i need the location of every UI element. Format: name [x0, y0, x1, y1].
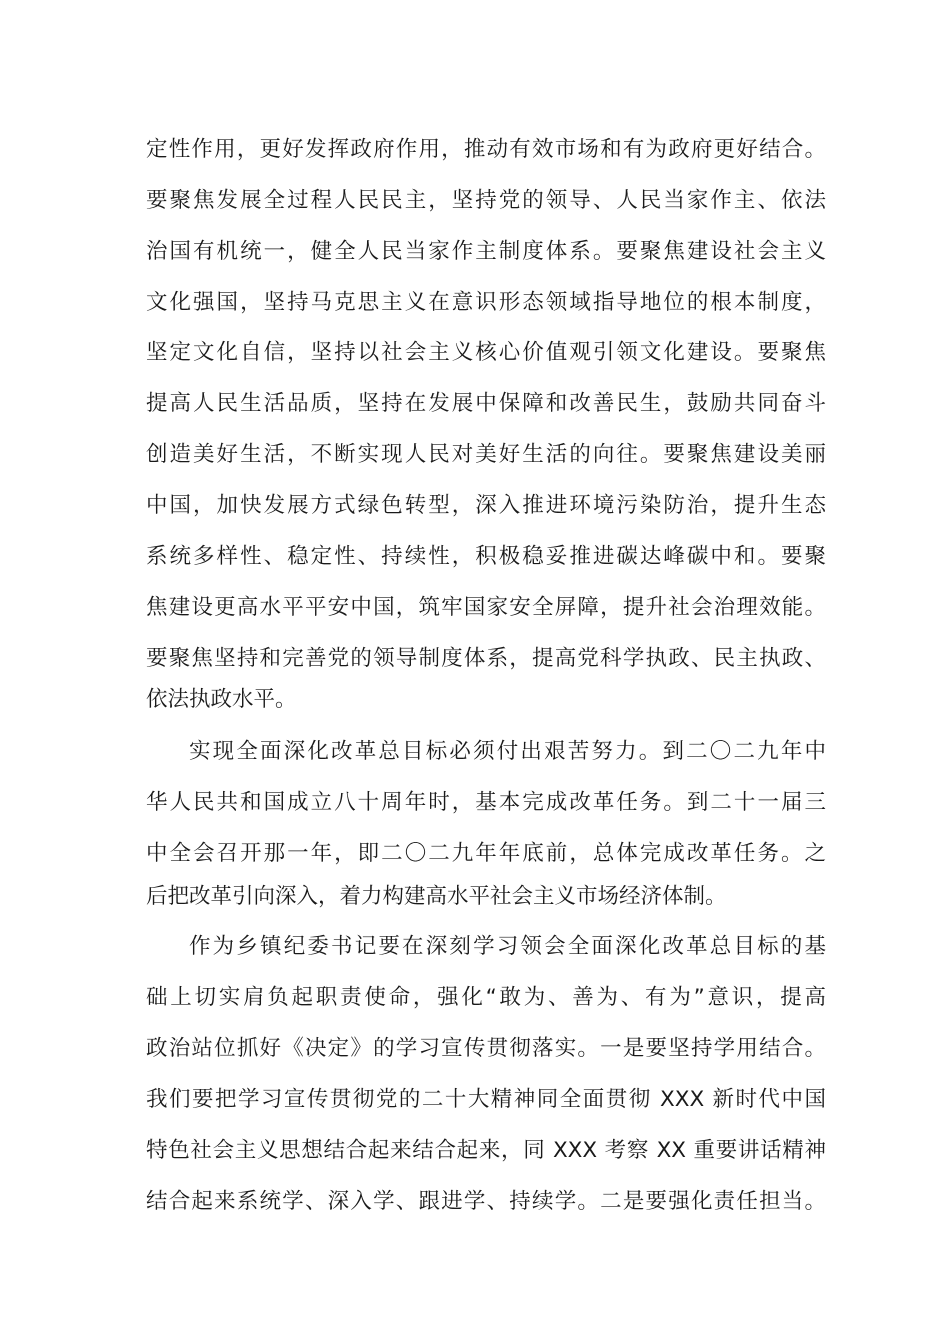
text-line: 依法执政水平。	[146, 687, 297, 712]
text-line: 后把改革引向深入，着力构建高水平社会主义市场经济体制。	[146, 884, 727, 909]
text-line: 焦建设更高水平平安中国，筑牢国家安全屏障，提升社会治理效能。	[146, 595, 826, 620]
text-line: 治国有机统一，健全人民当家作主制度体系。要聚焦建设社会主义	[146, 239, 826, 264]
text-line: 华人民共和国成立八十周年时，基本完成改革任务。到二十一届三	[146, 790, 826, 815]
text-line: 实现全面深化改革总目标必须付出艰苦努力。到二〇二九年中	[189, 739, 826, 764]
text-line: 特色社会主义思想结合起来结合起来，同 XXX 考察 XX 重要讲话精神	[146, 1138, 826, 1163]
text-line: 政治站位抓好《决定》的学习宣传贯彻落实。一是要坚持学用结合。	[146, 1036, 826, 1061]
text-line: 坚定文化自信，坚持以社会主义核心价值观引领文化建设。要聚焦	[146, 340, 826, 365]
text-line: 础上切实肩负起职责使命，强化“敢为、善为、有为”意识，提高	[146, 985, 826, 1010]
text-line: 提高人民生活品质，坚持在发展中保障和改善民生，鼓励共同奋斗	[146, 391, 826, 416]
text-line: 要聚焦坚持和完善党的领导制度体系，提高党科学执政、民主执政、	[146, 646, 826, 671]
text-line: 要聚焦发展全过程人民民主，坚持党的领导、人民当家作主、依法	[146, 188, 826, 213]
text-line: 结合起来系统学、深入学、跟进学、持续学。二是要强化责任担当。	[146, 1189, 826, 1214]
text-line: 定性作用，更好发挥政府作用，推动有效市场和有为政府更好结合。	[146, 137, 826, 162]
text-line: 我们要把学习宣传贯彻党的二十大精神同全面贯彻 XXX 新时代中国	[146, 1087, 826, 1112]
text-line: 作为乡镇纪委书记要在深刻学习领会全面深化改革总目标的基	[189, 934, 826, 959]
text-line: 中全会召开那一年，即二〇二九年年底前，总体完成改革任务。之	[146, 841, 826, 866]
text-line: 创造美好生活，不断实现人民对美好生活的向往。要聚焦建设美丽	[146, 442, 826, 467]
text-line: 中国，加快发展方式绿色转型，深入推进环境污染防治，提升生态	[146, 493, 826, 518]
text-line: 文化强国，坚持马克思主义在意识形态领域指导地位的根本制度，	[146, 290, 826, 315]
text-line: 系统多样性、稳定性、持续性，积极稳妥推进碳达峰碳中和。要聚	[146, 544, 826, 569]
